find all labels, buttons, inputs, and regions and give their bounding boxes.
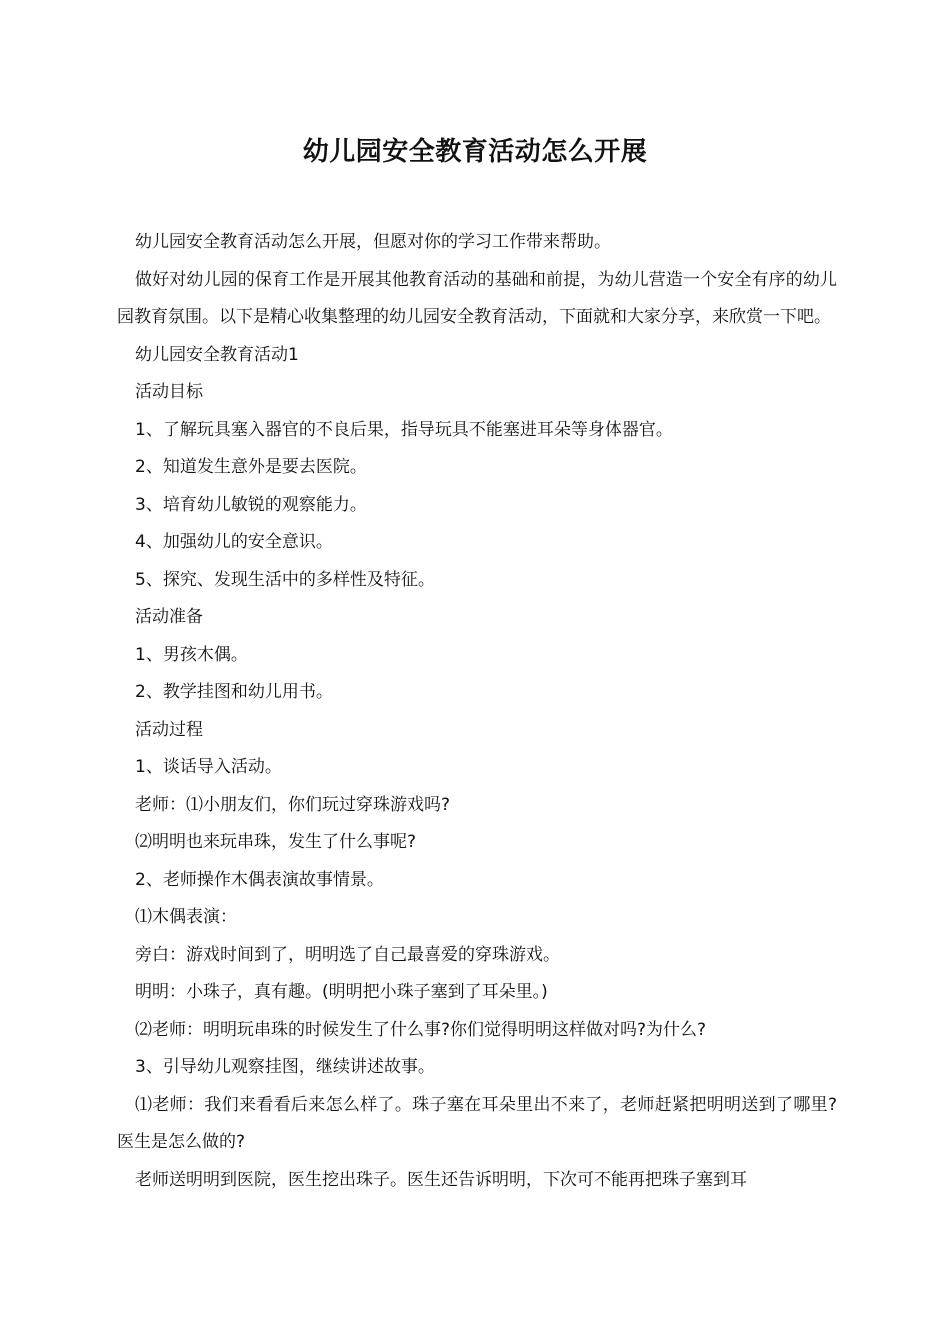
preparation-item: 2、教学挂图和幼儿用书。 (135, 682, 333, 702)
document-title: 幼儿园安全教育活动怎么开展 (302, 137, 648, 167)
goal-item: 5、探究、发现生活中的多样性及特征。 (135, 569, 435, 590)
subheading-process: 活动过程 (135, 719, 203, 740)
process-line: 老师送明明到医院，医生挖出珠子。医生还告诉明明，下次可不能再把珠子塞到耳 (135, 1169, 747, 1190)
process-line: ⑴木偶表演： (135, 907, 237, 927)
subheading-preparation: 活动准备 (135, 607, 203, 627)
process-line: ⑴老师：我们来看看后来怎么样了。珠子塞在耳朵里出不来了，老师赶紧把明明送到了哪里?医生是怎么做的? (117, 1094, 837, 1152)
process-item: 3、引导幼儿观察挂图，继续讲述故事。 (135, 1057, 435, 1077)
document-body (117, 224, 837, 1199)
process-item: 2、老师操作木偶表演故事情景。 (135, 869, 384, 890)
process-line: ⑵老师：明明玩串珠的时候发生了什么事?你们觉得明明这样做对吗?为什么? (135, 1019, 707, 1040)
process-line: 明明：小珠子，真有趣。(明明把小珠子塞到了耳朵里。) (135, 982, 548, 1002)
process-line: 老师：⑴小朋友们，你们玩过穿珠游戏吗? (135, 794, 451, 815)
goal-item: 2、知道发生意外是要去医院。 (135, 457, 367, 477)
goal-item: 1、了解玩具塞入器官的不良后果，指导玩具不能塞进耳朵等身体器官。 (135, 419, 673, 440)
section-heading-activity-1: 幼儿园安全教育活动1 (135, 344, 299, 365)
goal-item: 4、加强幼儿的安全意识。 (135, 532, 333, 552)
paragraph-overview: 做好对幼儿园的保育工作是开展其他教育活动的基础和前提，为幼儿营造一个安全有序的幼儿园教育氛围。以下是精心收集整理的幼儿园安全教育活动，下面就和大家分享，来欣赏一下吧。 (117, 269, 837, 327)
preparation-item: 1、男孩木偶。 (135, 644, 248, 665)
subheading-goals: 活动目标 (135, 382, 203, 402)
paragraph-intro: 幼儿园安全教育活动怎么开展，但愿对你的学习工作带来帮助。 (135, 232, 611, 252)
goal-item: 3、培育幼儿敏锐的观察能力。 (135, 494, 367, 515)
process-line: 旁白：游戏时间到了，明明选了自己最喜爱的穿珠游戏。 (135, 944, 560, 965)
process-line: ⑵明明也来玩串珠，发生了什么事呢? (135, 832, 417, 852)
process-item: 1、谈话导入活动。 (135, 757, 282, 777)
